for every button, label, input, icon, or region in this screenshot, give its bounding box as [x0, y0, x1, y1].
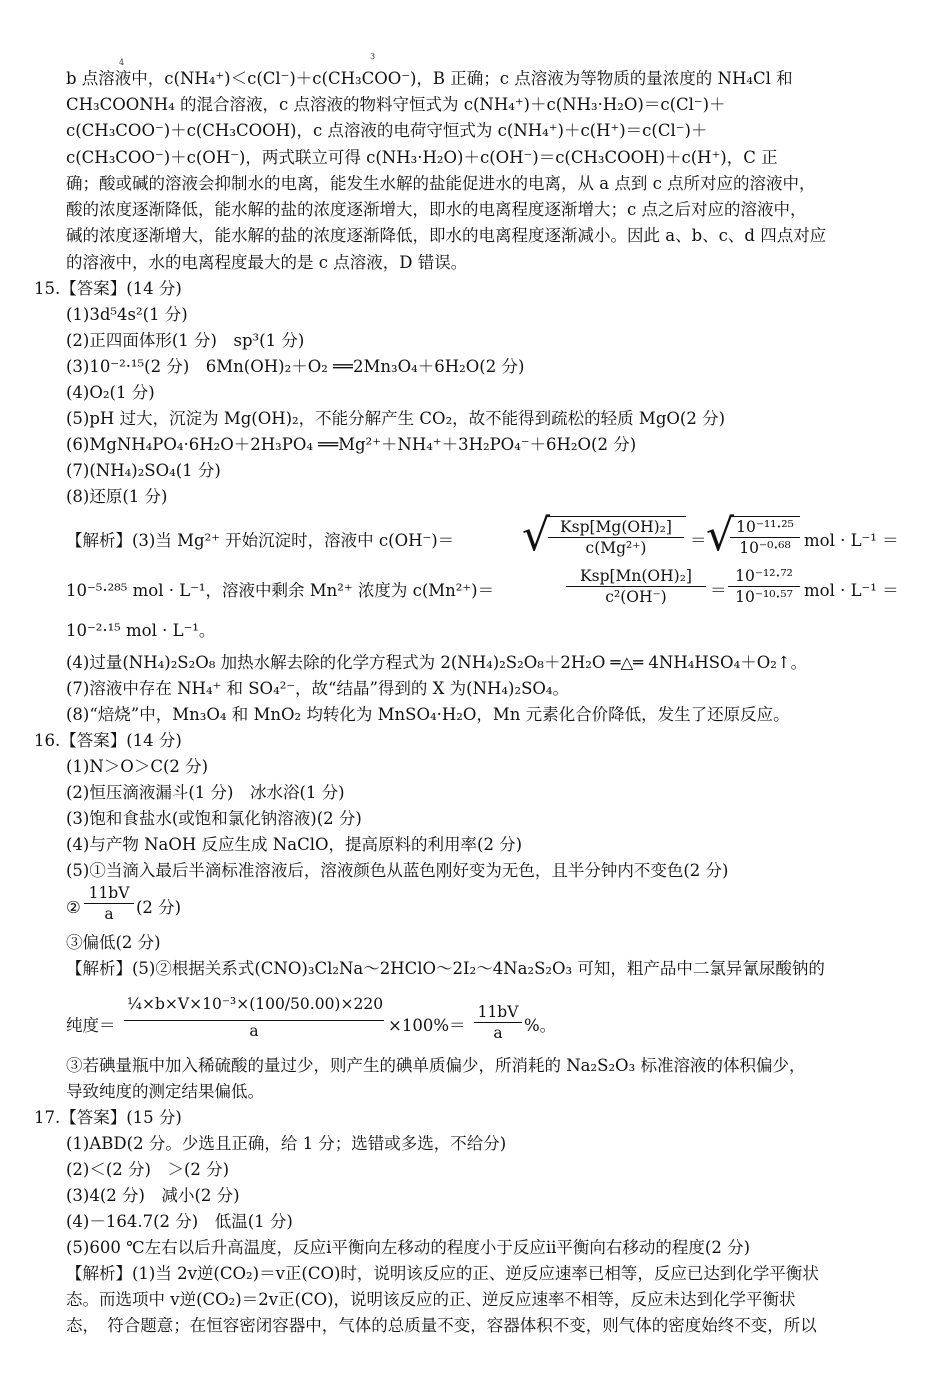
frac2-numerator: 10⁻¹²·⁷²: [728, 567, 800, 587]
sqrt2-numerator: 10⁻¹¹·²⁵: [730, 518, 800, 538]
q14-line-8: 的溶液中，水的电离程度最大的是 c 点溶液，D 错误。: [66, 253, 468, 272]
q17-analysis-1: 【解析】(1)当 2v逆(CO₂)＝v正(CO)时，说明该反应的正、逆反应速率已相等，反应已达到化学平衡状: [66, 1264, 819, 1283]
q16-ans2-suffix: (2 分): [136, 898, 182, 917]
q16-answer-5: (5)①当滴入最后半滴标准溶液后，溶液颜色从蓝色刚好变为无色，且半分钟内不变色(2 分): [66, 861, 729, 880]
q16-answer-3: (3)饱和食盐水(或饱和氯化钠溶液)(2 分): [66, 809, 362, 828]
q15-analysis-line-3: 10⁻²·¹⁵ mol · L⁻¹。: [66, 621, 216, 640]
q16-purity-tail: ×100%＝: [388, 1016, 466, 1035]
sqrt1-denominator: c(Mg²⁺): [585, 539, 647, 557]
q16-result-fraction: [474, 1003, 522, 1042]
q15-answer-8: (8)还原(1 分): [66, 487, 168, 506]
q17-answer-4: (4)－164.7(2 分) 低温(1 分): [66, 1212, 293, 1231]
q17-heading: 17.【答案】(15 分): [34, 1108, 182, 1127]
sqrt1-fraction: [548, 518, 684, 557]
q15-answer-1: (1)3d⁵4s²(1 分): [66, 305, 188, 324]
q14-line-1: b 点溶液中，c(NH₄⁺)＜c(Cl⁻)＋c(CH₃COO⁻)，B 正确；c 点溶液为等物质的量浓度的 NH₄Cl 和: [66, 69, 793, 88]
q15-answer-2: (2)正四面体形(1 分) sp³(1 分): [66, 331, 305, 350]
q15-answer-3: (3)10⁻²·¹⁵(2 分) 6Mn(OH)₂＋O₂ ══2Mn₃O₄＋6H₂O(2 分): [66, 357, 525, 376]
sqrt-sign-2: √: [706, 510, 735, 561]
q15-analysis-intro: 【解析】(3)当 Mg²⁺ 开始沉淀时，溶液中 c(OH⁻)＝: [66, 531, 455, 550]
q17-answer-3: (3)4(2 分) 减小(2 分): [66, 1186, 240, 1205]
q15-analysis-7: (7)溶液中存在 NH₄⁺ 和 SO₄²⁻，故“结晶”得到的 X 为(NH₄)₂SO₄。: [66, 679, 570, 698]
eq-sign-1: ＝: [690, 531, 707, 550]
q16-heading: 16.【答案】(14 分): [34, 731, 182, 750]
q15-answer-6: (6)MgNH₄PO₄·6H₂O＋2H₃PO₄ ══Mg²⁺＋NH₄⁺＋3H₂PO₄⁻＋6H₂O(2 分): [66, 435, 637, 454]
q16-analysis-1: 【解析】(5)②根据关系式(CNO)₃Cl₂Na～2HClO～2I₂～4Na₂S₂O₃ 可知，粗产品中二氯异氰尿酸钠的: [66, 959, 825, 978]
q16-answer-1: (1)N＞O＞C(2 分): [66, 757, 209, 776]
q16-ans2-fraction: [84, 884, 134, 923]
q17-analysis-2: 态。而选项中 v逆(CO₂)＝2v正(CO)，说明该反应的正、逆反应速率不相等，反应未达到化学平衡状: [66, 1290, 796, 1309]
unit-1: mol · L⁻¹ ＝: [804, 531, 899, 550]
sqrt2-fraction: [730, 518, 800, 557]
q14-line-5: 确；酸或碱的溶液会抑制水的电离，能发生水解的盐能促进水的电离，从 a 点到 c 点所对应的溶液中，: [66, 174, 816, 193]
unit-2: mol · L⁻¹ ＝: [804, 581, 899, 600]
q16-result-suffix: %。: [524, 1016, 557, 1035]
q16-answer-3b: ③偏低(2 分): [66, 933, 161, 952]
q15-heading: 15.【答案】(14 分): [34, 279, 182, 298]
q16-big-fraction: [124, 989, 384, 1040]
q14-line-2: CH₃COONH₄ 的混合溶液，c 点溶液的物料守恒式为 c(NH₄⁺)＋c(NH₃·H₂O)＝c(Cl⁻)＋: [66, 95, 726, 114]
q16-ans2-numerator: 11bV: [84, 884, 134, 904]
q14-line-7: 碱的浓度逐渐增大，能水解的盐的浓度逐渐降低，即水的电离程度逐渐减小。因此 a、b、c、d 四点对应: [66, 226, 827, 245]
sqrt-sign-1: √: [522, 510, 551, 561]
q15-answer-5: (5)pH 过大，沉淀为 Mg(OH)₂，不能分解产生 CO₂，故不能得到疏松的轻质 MgO(2 分): [66, 409, 726, 428]
q16-analysis-2: ③若碘量瓶中加入稀硫酸的量过少，则产生的碘单质偏少，所消耗的 Na₂S₂O₃ 标准溶液的体积偏少，: [66, 1056, 806, 1075]
q15-answer-4: (4)O₂(1 分): [66, 383, 155, 402]
q17-answer-2: (2)＜(2 分) ＞(2 分): [66, 1160, 230, 1179]
q16-big-numerator: ¼×b×V×10⁻³×(100/50.00)×220: [124, 989, 384, 1021]
q16-purity-label: 纯度＝: [66, 1016, 116, 1035]
q16-result-denominator: a: [493, 1024, 503, 1042]
top-mark-1: 4: [119, 58, 125, 67]
q15-analysis-4: (4)过量(NH₄)₂S₂O₈ 加热水解去除的化学方程式为 2(NH₄)₂S₂O₈＋2H₂O ═△═ 4NH₄HSO₄＋O₂↑。: [66, 653, 808, 672]
q15-analysis-line-2: 10⁻⁵·²⁸⁵ mol · L⁻¹，溶液中剩余 Mn²⁺ 浓度为 c(Mn²⁺)＝: [66, 581, 495, 600]
sqrt1-numerator: Ksp[Mg(OH)₂]: [548, 518, 684, 538]
frac1-denominator: c²(OH⁻): [605, 588, 667, 606]
top-mark-2: 3: [370, 52, 376, 61]
frac2: [728, 567, 800, 606]
q16-analysis-3: 导致纯度的测定结果偏低。: [66, 1082, 264, 1101]
eq-sign-2: ＝: [710, 581, 727, 600]
q15-answer-7: (7)(NH₄)₂SO₄(1 分): [66, 461, 221, 480]
q16-result-numerator: 11bV: [474, 1003, 522, 1023]
q16-answer-4: (4)与产物 NaOH 反应生成 NaClO，提高原料的利用率(2 分): [66, 835, 523, 854]
q17-answer-5: (5)600 ℃左右以后升高温度，反应ⅰ平衡向左移动的程度小于反应ⅱ平衡向右移动的程度(2 分): [66, 1238, 751, 1257]
q17-analysis-3: 态， 符合题意；在恒容密闭容器中，气体的总质量不变，容器体积不变，则气体的密度始终不变，所以: [66, 1316, 817, 1335]
frac1-numerator: Ksp[Mn(OH)₂]: [566, 567, 706, 587]
q17-answer-1: (1)ABD(2 分。少选且正确，给 1 分；选错或多选，不给分): [66, 1134, 507, 1153]
q14-line-3: c(CH₃COO⁻)＋c(CH₃COOH)，c 点溶液的电荷守恒式为 c(NH₄⁺)＋c(H⁺)＝c(Cl⁻)＋: [66, 121, 708, 140]
q16-big-denominator: a: [249, 1022, 259, 1040]
q16-ans2-denominator: a: [104, 905, 114, 923]
frac1: [566, 567, 706, 606]
frac2-denominator: 10⁻¹⁰·⁵⁷: [735, 588, 793, 606]
q16-ans2-prefix: ②: [66, 898, 81, 917]
q16-answer-2: (2)恒压滴液漏斗(1 分) 冰水浴(1 分): [66, 783, 345, 802]
sqrt2-denominator: 10⁻⁰·⁶⁸: [739, 539, 791, 557]
q15-analysis-8: (8)“焙烧”中，Mn₃O₄ 和 MnO₂ 均转化为 MnSO₄·H₂O，Mn 元素化合价降低，发生了还原反应。: [66, 705, 790, 724]
q14-line-4: c(CH₃COO⁻)＋c(OH⁻)，两式联立可得 c(NH₃·H₂O)＋c(OH⁻)＝c(CH₃COOH)＋c(H⁺)，C 正: [66, 148, 778, 167]
q14-line-6: 酸的浓度逐渐降低，能水解的盐的浓度逐渐增大，即水的电离程度逐渐增大；c 点之后对应的溶液中，: [66, 200, 807, 219]
